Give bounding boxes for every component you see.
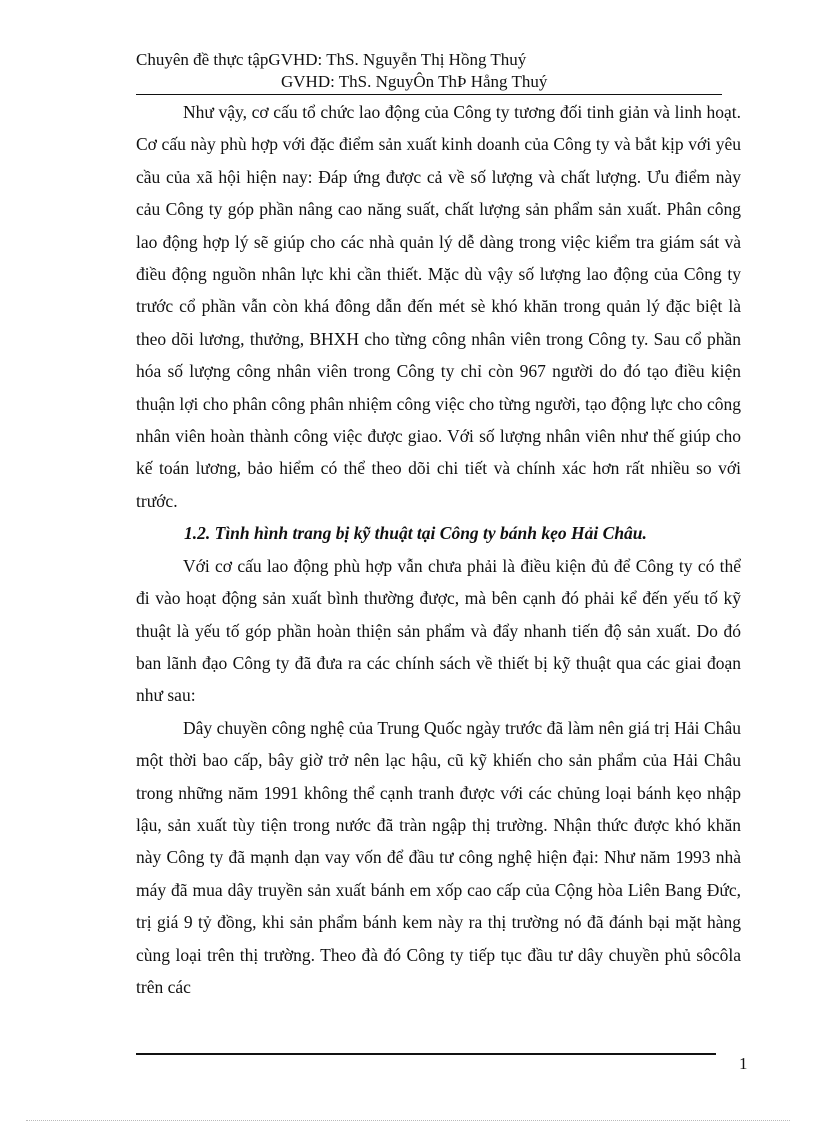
footer-divider <box>136 1053 716 1055</box>
paragraph-labor-structure: Như vậy, cơ cấu tổ chức lao động của Công ty tương đối tinh giản và linh hoạt. Cơ cấu này phù hợp với đặc điểm sản xuất kinh doanh của Công ty và bắt kịp với yêu cầu của xã hội hiện nay: Đáp ứng được cả về số lượng và chất lượng. Ưu điểm này cảu Công ty góp phần nâng cao năng suất, chất lượng sản phẩm sản xuất. Phân công lao động hợp lý sẽ giúp cho các nhà quản lý dễ dàng trong việc kiểm tra giám sát và điều động nguồn nhân lực khi cần thiết. Mặc dù vậy số lượng lao động của Công ty trước cổ phần vẫn còn khá đông dẫn đến mét sè khó khăn trong quản lý đặc biệt là theo dõi lương, thưởng, BHXH cho từng công nhân viên trong Công ty. Sau cổ phần hóa số lượng công nhân viên trong Công ty chỉ còn 967 người do đó tạo điều kiện thuận lợi cho phân công phân nhiệm công việc cho từng người, tạo động lực cho công nhân viên hoàn thành công việc được giao. Với số lượng nhân viên như thế giúp cho kế toán lương, bảo hiểm có thể theo dõi chi tiết và chính xác hơn rất nhiều so với trước. <box>136 102 741 511</box>
page-bottom-edge <box>26 1120 790 1121</box>
paragraph-technical-factor: Với cơ cấu lao động phù hợp vẫn chưa phải là điều kiện đủ để Công ty có thể đi vào hoạt động sản xuất bình thường được, mà bên cạnh đó phải kể đến yếu tố kỹ thuật là yếu tố góp phần hoàn thiện sản phẩm và đẩy nhanh tiến độ sản xuất. Do đó ban lãnh đạo Công ty đã đưa ra các chính sách về thiết bị kỹ thuật qua các giai đoạn như sau: <box>136 555 741 706</box>
header-line-supervisor-garbled: GVHD: ThS. NguyÔn ThÞ Hång Thuý <box>281 72 548 91</box>
paragraph-technology-investment: Dây chuyền công nghệ của Trung Quốc ngày trước đã làm nên giá trị Hải Châu một thời bao cấp, bây giờ trở nên lạc hậu, cũ kỹ khiến cho sản phẩm của Hải Châu trong những năm 1991 không thể cạnh tranh được với các chủng loại bánh kẹo nhập lậu, sản xuất tùy tiện trong nước đã tràn ngập thị trường. Nhận thức được khó khăn này Công ty đã mạnh dạn vay vốn để đầu tư công nghệ hiện đại: Như năm 1993 nhà máy đã mua dây truyền sản xuất bánh em xốp cao cấp của Cộng hòa Liên Bang Đức, trị giá 9 tỷ đồng, khi sản phẩm bánh kem này ra thị trường nó đã đánh bại mặt hàng cùng loại trên thị trường. Theo đà đó Công ty tiếp tục đầu tư dây chuyền phủ sôcôla trên các <box>136 717 741 997</box>
section-heading: 1.2. Tình hình trang bị kỹ thuật tại Công ty bánh kẹo Hải Châu. <box>184 523 647 544</box>
header-divider <box>136 94 722 95</box>
page-number: 1 <box>739 1054 748 1073</box>
document-body <box>136 96 741 1003</box>
header-line-course-and-supervisor: Chuyên đề thực tậpGVHD: ThS. Nguyễn Thị Hồng Thuý <box>136 50 527 69</box>
